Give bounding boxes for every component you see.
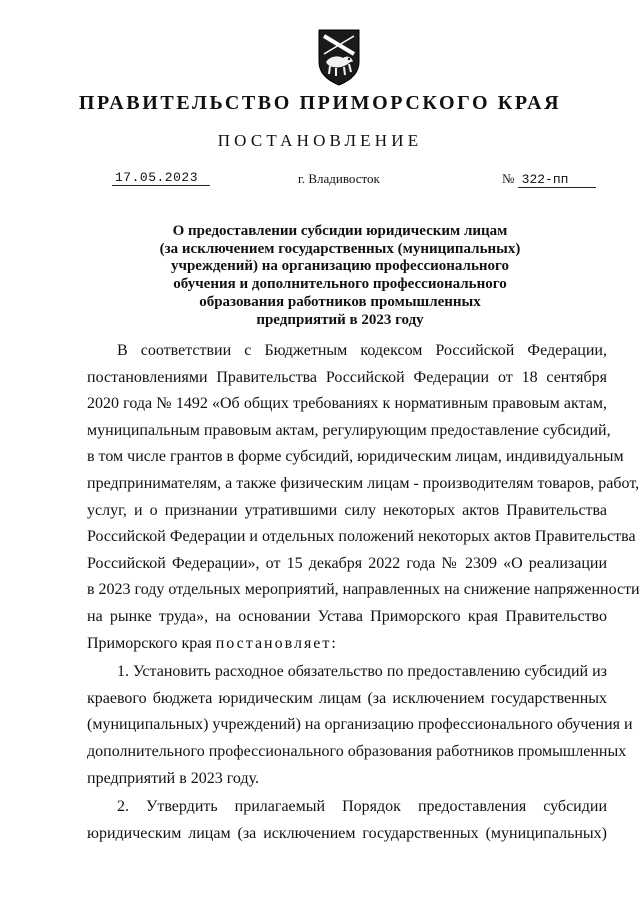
heading-line: предприятий в 2023 году <box>256 311 424 328</box>
preamble-line: на рынке труда», на основании Устава Приморского края Правительство <box>87 607 607 625</box>
heading-line: (за исключением государственных (муниципальных) <box>159 240 521 257</box>
date-value: 17.05.2023 <box>115 170 199 185</box>
clause-2-line: юридическим лицам (за исключением государственных (муниципальных) <box>87 824 607 842</box>
resolves-word: постановляет: <box>215 634 338 652</box>
preamble-line: Российской Федерации и отдельных положений некоторых актов Правительства <box>87 528 636 546</box>
document-number <box>502 171 596 188</box>
clause-1-line: 1. Установить расходное обязательство по предоставлению субсидий из <box>117 663 607 681</box>
coat-of-arms-icon <box>316 28 362 86</box>
preamble-line: услуг, и о признании утратившими силу некоторых актов Правительства <box>87 501 607 519</box>
government-title: ПРАВИТЕЛЬСТВО ПРИМОРСКОГО КРАЯ <box>78 92 562 114</box>
preamble-last-line <box>87 631 607 658</box>
preamble-line: в том числе грантов в форме субсидий, юридическим лицам, индивидуальным <box>87 448 624 466</box>
document-city: г. Владивосток <box>298 171 380 186</box>
preamble-line: Российской Федерации», от 15 декабря 2022 года № 2309 «О реализации <box>87 554 607 572</box>
clause-2-line: 2. Утвердить прилагаемый Порядок предоставления субсидии <box>117 798 607 816</box>
clause-1-line: (муниципальных) учреждений) на организацию профессионального обучения и <box>87 716 633 734</box>
preamble-line: постановлениями Правительства Российской Федерации от 18 сентября <box>87 368 607 386</box>
heading-line: обучения и дополнительного профессионального <box>173 276 507 293</box>
heading-line: образования работников промышленных <box>199 293 481 310</box>
number-label: № <box>502 171 515 186</box>
heading-line: учреждений) на организацию профессионального <box>171 258 509 275</box>
document-body <box>87 338 640 847</box>
document-type: ПОСТАНОВЛЕНИЕ <box>217 131 423 150</box>
preamble-line: предпринимателям, а также физическим лицам - производителям товаров, работ, <box>87 474 640 492</box>
preamble-line: 2020 года № 1492 «Об общих требованиях к нормативным правовым актам, <box>87 395 607 413</box>
clause-1-line: дополнительного профессионального образования работников промышленных <box>87 742 627 760</box>
preamble-last-line-start: Приморского края <box>87 634 216 652</box>
clause-1-line: краевого бюджета юридическим лицам (за исключением государственных <box>87 689 607 707</box>
clause-1-line: предприятий в 2023 году. <box>87 769 259 787</box>
number-value: 322-пп <box>518 172 596 188</box>
preamble-line: муниципальным правовым актам, регулирующим предоставление субсидий, <box>87 421 611 439</box>
heading-line: О предоставлении субсидии юридическим лицам <box>172 223 508 239</box>
document-heading <box>120 223 560 329</box>
preamble-line: в 2023 году отдельных мероприятий, направленных на снижение напряженности <box>87 581 640 599</box>
document-date <box>112 171 210 186</box>
preamble-line: В соответствии с Бюджетным кодексом Российской Федерации, <box>117 342 607 359</box>
